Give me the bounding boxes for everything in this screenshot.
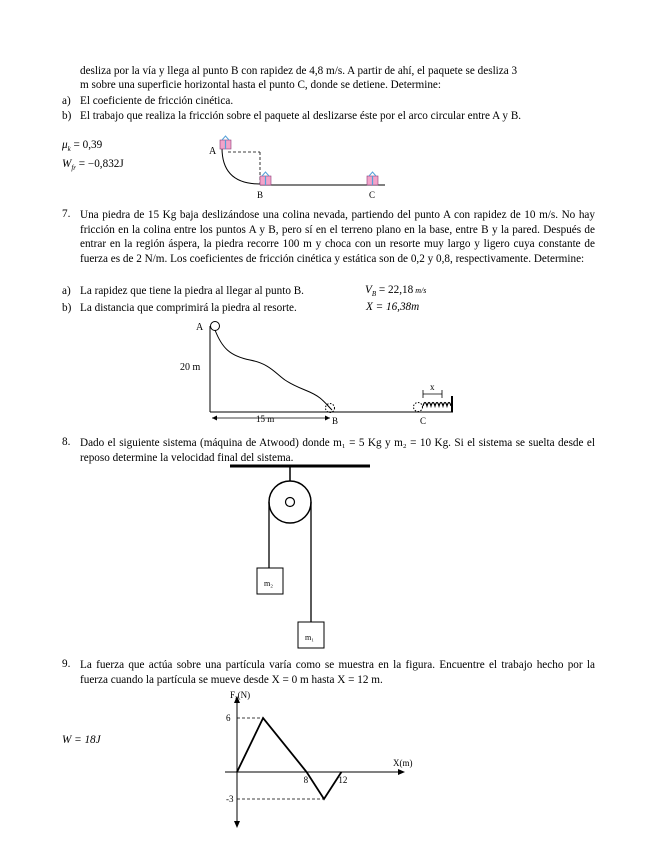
problem6-item-a — [62, 94, 233, 108]
value: = 22,18 — [376, 284, 414, 296]
problem7-text: Una piedra de 15 Kg baja deslizándose una colina nevada, partiendo del punto A con rapidez de 10 m/s. No hay fricción en la colina entre los puntos A y B, pero sí en el terreno plano en la base, entre B y la pared. Después de entrar en la región áspera, la piedra recorre 100 m y choca con un resorte muy largo y ligero cuya constante de fuerza es de 2 N/m. Los coeficientes de fricción cinética y estática son de 0,2 y 0,8, respectivamente. Determine: — [80, 209, 595, 265]
stone-at-c-icon — [414, 403, 423, 412]
item-label: b) — [62, 302, 72, 314]
y-axis-label: Fₓ(N) — [230, 690, 251, 700]
problem7-item-b — [62, 301, 297, 315]
problem6-figure — [200, 134, 400, 204]
problem8-number: 8. — [62, 436, 71, 448]
pulley-axle — [286, 498, 295, 507]
answer-w-fr — [62, 158, 124, 172]
label-b: B — [332, 416, 339, 426]
label-b: B — [257, 190, 264, 200]
label-a: A — [196, 322, 204, 333]
answer-w: W = 18J — [62, 734, 101, 746]
mass-m2-label: m₂ — [264, 579, 274, 588]
item-text: La rapidez que tiene la piedra al llegar al punto B. — [80, 285, 304, 297]
x-label: x — [430, 382, 435, 392]
value: = 0,39 — [70, 139, 103, 151]
symbol: W — [62, 158, 72, 170]
problem6-line1: desliza por la vía y llega al punto B con rapidez de 4,8 m/s. A partir de ahí, el paquete se desliza 3 — [80, 65, 518, 77]
problem9-number: 9. — [62, 658, 71, 670]
answer-x: X = 16,38m — [366, 301, 420, 313]
package-icon — [260, 172, 271, 185]
hill-profile — [215, 330, 332, 410]
problem7-number: 7. — [62, 208, 71, 220]
symbol: V — [365, 284, 372, 296]
x-axis-label: X(m) — [393, 758, 413, 768]
circular-arc — [222, 148, 260, 184]
stone-icon — [211, 322, 220, 331]
force-position-chart — [215, 690, 420, 830]
label-a: A — [209, 146, 217, 157]
height-label: 20 m — [180, 362, 201, 373]
item-label: b) — [62, 110, 72, 122]
y-axis-down-arrow-icon — [234, 821, 240, 828]
x-tick-label: 8 — [303, 775, 309, 785]
problem8-text: Dado el siguiente sistema (máquina de Atwood) donde m₁ = 5 Kg y m₂ = 10 Kg. Si el sistema se suelta desde el reposo determine la velocidad final del sistema. — [80, 437, 595, 464]
item-text: La distancia que comprimirá la piedra al resorte. — [80, 302, 297, 314]
item-label: a) — [62, 285, 71, 297]
arrow-right-icon — [325, 416, 330, 421]
y-tick-label: 6 — [226, 713, 231, 723]
problem7-item-a — [62, 284, 304, 298]
answer-mu-k — [62, 139, 102, 153]
x-axis-arrow-icon — [398, 769, 405, 775]
problem9-text: La fuerza que actúa sobre una partícula varía como se muestra en la figura. Encuentre el trabajo hecho por la fuerza cuando la partícula se mueve desde X = 0 m hasta X = 12 m. — [80, 659, 595, 686]
distance-label: 15 m — [256, 414, 275, 424]
arrow-left-icon — [212, 416, 217, 421]
problem8-figure — [220, 462, 380, 658]
label-c: C — [369, 190, 376, 200]
item-text: El coeficiente de fricción cinética. — [80, 95, 234, 107]
mass-m1-label: m₁ — [305, 633, 315, 642]
item-text: El trabajo que realiza la fricción sobre el paquete al deslizarse éste por el arco circular entre A y B. — [80, 110, 522, 122]
problem6-item-b — [62, 109, 521, 123]
unit: m/s — [415, 286, 427, 295]
subscript: B — [371, 290, 377, 299]
answer-vb — [365, 284, 426, 298]
problem6-line2: m sobre una superficie horizontal hasta el punto C, donde se detiene. Determine: — [80, 79, 441, 91]
y-tick-label: -3 — [226, 794, 234, 804]
subscript: k — [67, 145, 71, 154]
x-tick-label: 12 — [338, 775, 348, 785]
problem7-figure — [170, 318, 480, 430]
subscript: fr — [71, 164, 76, 173]
item-label: a) — [62, 95, 71, 107]
spring-icon — [423, 403, 451, 407]
force-series-line — [237, 718, 341, 799]
value: = −0,832J — [76, 158, 124, 170]
package-icon — [220, 136, 231, 149]
symbol: μ — [62, 139, 68, 151]
package-icon — [367, 172, 378, 185]
label-c: C — [420, 416, 427, 426]
